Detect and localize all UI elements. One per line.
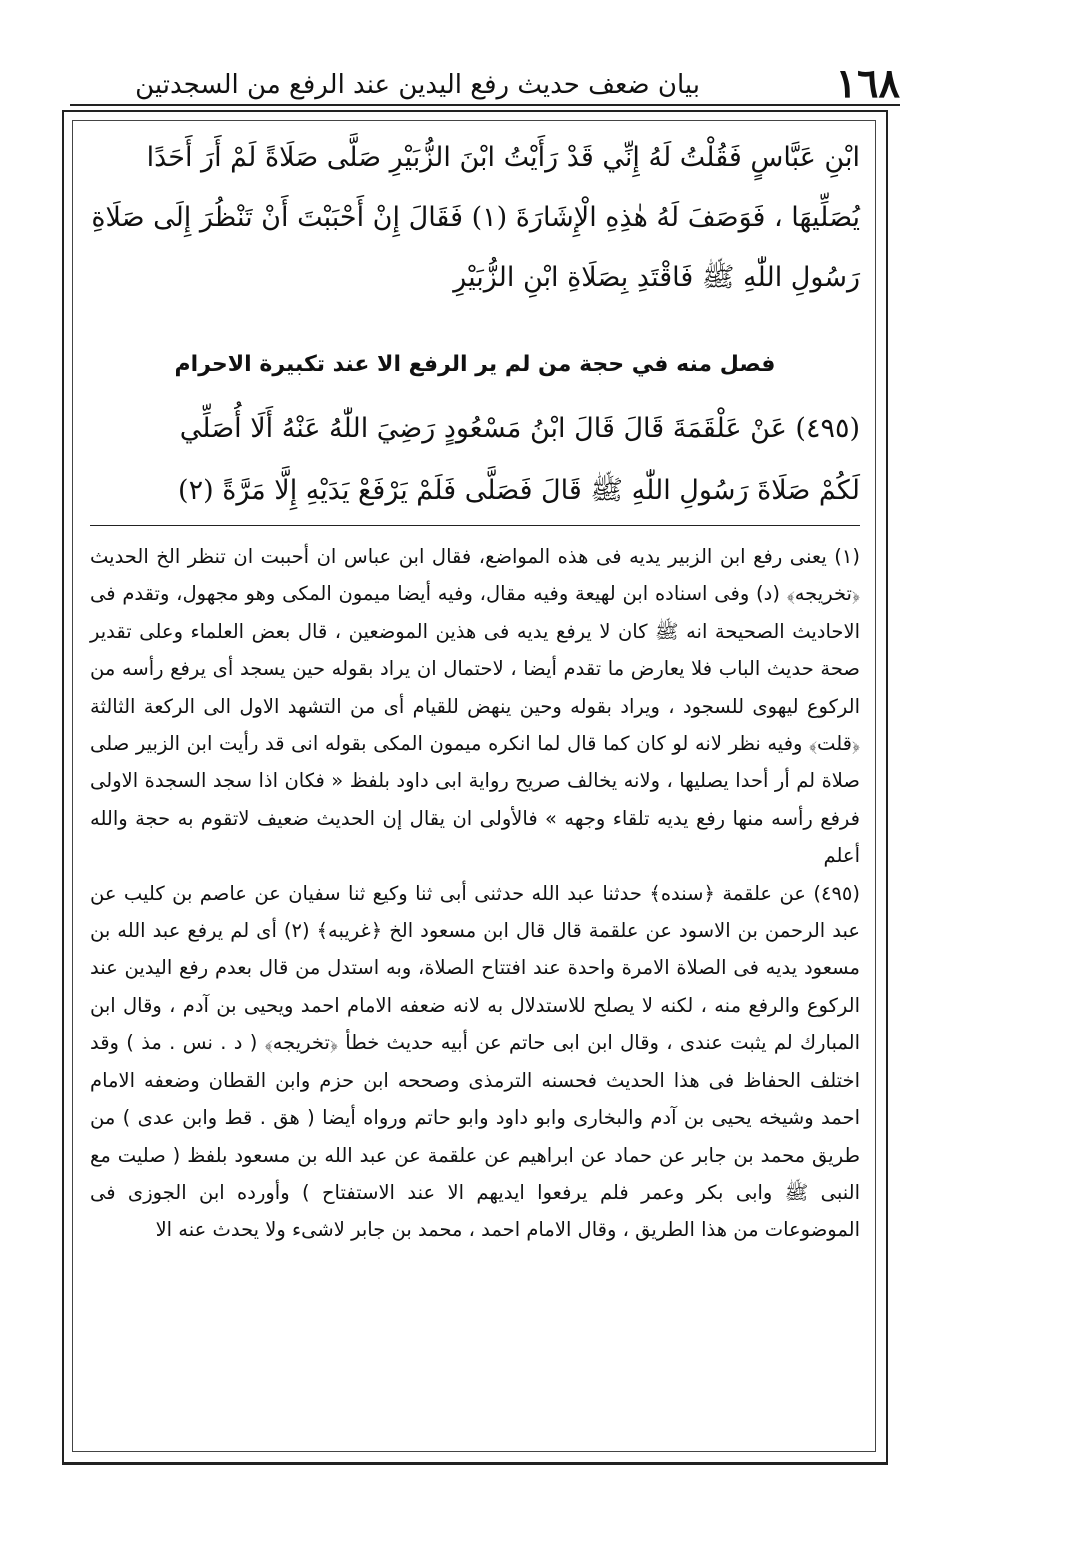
bottom-rule: [62, 1462, 888, 1465]
footnote-divider: [90, 525, 860, 526]
main-text-line: رَسُولِ اللّٰهِ ﷺ فَاقْتَدِ بِصَلَاةِ ابْنِ الزُّبَيْرِ: [453, 262, 860, 293]
header-rule: [70, 104, 900, 106]
page-number: ١٦٨: [835, 60, 900, 107]
hadith-line: لَكُمْ صَلَاةَ رَسُولِ اللّٰهِ ﷺ قَالَ فَصَلَّى فَلَمْ يَرْفَعْ يَدَيْهِ إِلَّا مَرَّةً (٢): [178, 475, 860, 506]
page-header: [70, 60, 900, 108]
footnote-1: (١) يعنى رفع ابن الزبير يديه فى هذه المواضع، فقال ابن عباس ان أحببت ان تنظر الخ الحديث ﴿تخريجه﴾ (د) وفى اسناده ابن لهيعة وفيه مقال، وفيه أيضا ميمون المكى وهو مجهول، وتقدم فى الاحاديث الصحيحة انه ﷺ كان لا يرفع يديه فى هذين الموضعين ، قال بعض العلماء وعلى تقدير صحة حديث الباب فلا يعارض ما تقدم أيضا ، لاحتمال ان يراد بقوله حين يسجد أى يرفع رأسه من الركوع ليهوى للسجود ، ويراد بقوله وحين ينهض للقيام أى من التشهد الاول الى الركعة الثالثة ﴿قلت﴾ وفيه نظر لانه لو كان كما قال لما انكره ميمون المكى بقوله انى قد رأيت ابن الزبير صلى صلاة لم أر أحدا يصليها ، ولانه يخالف صريح رواية ابى داود بلفظ « فكان اذا سجد السجدة الاولى فرفع رأسه منها رفع يديه تلقاء وجهه » فالأولى ان يقال إن الحديث ضعيف لاتقوم به حجة والله أعلم: [90, 545, 860, 868]
main-text-line: ابْنِ عَبَّاسٍ فَقُلْتُ لَهُ إِنِّي قَدْ رَأَيْتُ ابْنَ الزُّبَيْرِ صَلَّى صَلَاةً لَمْ أَرَ أَحَدًا: [146, 142, 860, 173]
footnotes: [90, 538, 860, 1249]
hadith-line: (٤٩٥) عَنْ عَلْقَمَةَ قَالَ قَالَ ابْنُ مَسْعُودٍ رَضِيَ اللّٰهُ عَنْهُ أَلَا أُصَلِّي: [179, 413, 860, 444]
hadith-text: [90, 398, 860, 522]
running-title: بيان ضعف حديث رفع اليدين عند الرفع من السجدتين: [135, 70, 700, 100]
section-heading: فصل منه في حجة من لم ير الرفع الا عند تكبيرة الاحرام: [174, 352, 776, 377]
main-text-line: يُصَلِّيهَا ، فَوَصَفَ لَهُ هٰذِهِ الْإِشَارَةَ (١) فَقَالَ إِنْ أَحْبَبْتَ أَنْ تَنْظُرَ إِلَى صَلَاةِ: [91, 202, 860, 233]
main-text: [90, 128, 860, 308]
footnote-2: (٤٩٥) عن علقمة ﴿سنده﴾ حدثنا عبد الله حدثنى أبى ثنا وكيع ثنا سفيان عن عاصم بن كليب عن عبد الرحمن بن الاسود عن علقمة قال قال ابن مسعود الخ ﴿غريبه﴾ (٢) أى لم يرفع عبد الله بن مسعود يديه فى الصلاة الامرة واحدة عند افتتاح الصلاة، وبه استدل من قال بعدم رفع اليدين عند الركوع والرفع منه ، لكنه لا يصلح للاستدلال به لانه ضعفه الامام احمد ويحيى بن آدم ، وقال ابن المبارك لم يثبت عندى ، وقال ابن ابى حاتم عن أبيه حديث خطأ ﴿تخريجه﴾ ( د . نس . مذ ) وقد اختلف الحفاظ فى هذا الحديث فحسنه الترمذى وصححه ابن حزم وابن القطان وضعفه الامام احمد وشيخه يحيى بن آدم والبخارى وابو داود وابو حاتم ورواه أيضا ( هق . قط وابن عدى ) من طريق محمد بن جابر عن حماد عن ابراهيم عن علقمة عن عبد الله بن مسعود بلفظ ( صليت مع النبى ﷺ وابى بكر وعمر فلم يرفعوا ايديهم الا عند الاستفتاح ) وأورده ابن الجوزى فى الموضوعات من هذا الطريق ، وقال الامام احمد ، محمد بن جابر لاشىء ولا يحدث عنه الا: [90, 881, 860, 1242]
